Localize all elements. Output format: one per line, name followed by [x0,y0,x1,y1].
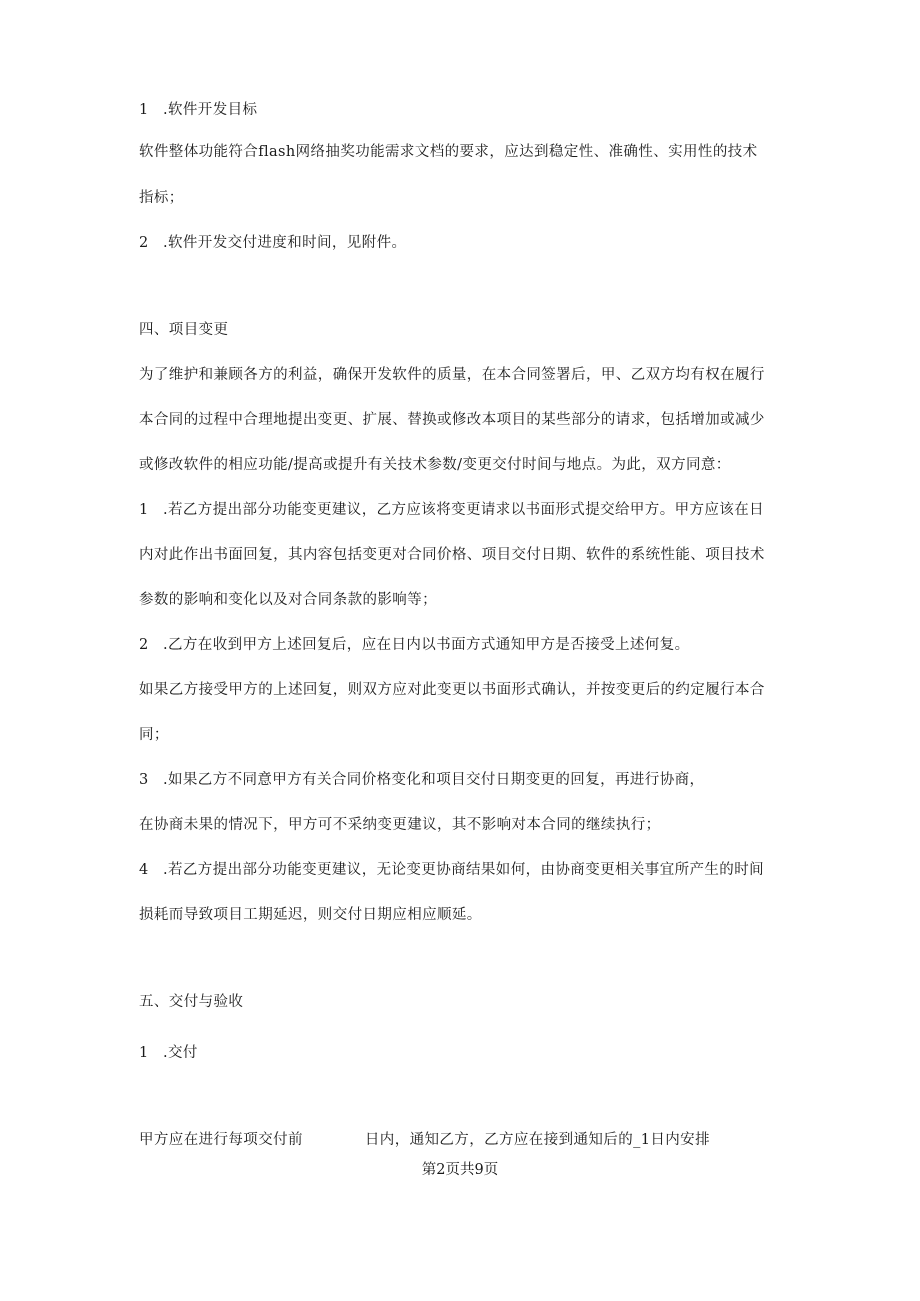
item-text: .若乙方提出部分功能变更建议，无论变更协商结果如何，由协商变更相关事宜所产生的时间 [163,862,765,878]
list-item-3 [139,770,799,790]
item-number: 1 [139,1045,149,1061]
line-text: 本合同的过程中合理地提出变更、扩展、替换或修改本项目的某些部分的请求，包括增加或减少 [139,412,765,428]
paragraph-line [139,815,799,835]
page-footer: 第2页共9页 [421,1162,499,1178]
paragraph-line [139,905,799,925]
item-text: .若乙方提出部分功能变更建议，乙方应该将变更请求以书面形式提交给甲方。甲方应该在日 [163,502,765,518]
line-text: 参数的影响和变化以及对合同条款的影响等； [139,592,437,608]
section-item-1 [139,100,799,120]
paragraph-line [139,1130,799,1150]
list-item-delivery [139,1043,799,1063]
list-item-4 [139,860,799,880]
line-text: 在协商未果的情况下，甲方可不采纳变更建议，其不影响对本合同的继续执行； [139,817,661,833]
item-number: 1 [139,102,149,118]
line-text: 内对此作出书面回复，其内容包括变更对合同价格、项目交付日期、软件的系统性能、项目技术 [139,547,765,563]
item-text: .软件开发目标 [163,102,258,118]
paragraph-line [139,365,799,385]
line-text: 为了维护和兼顾各方的利益，确保开发软件的质量，在本合同签署后，甲、乙双方均有权在履行 [139,367,765,383]
paragraph-line [139,725,799,745]
section-heading-5 [139,992,799,1012]
heading-text: 四、项目变更 [139,322,229,338]
item-number: 4 [139,862,149,878]
section-item-2 [139,233,799,253]
item-text: .如果乙方不同意甲方有关合同价格变化和项目交付日期变更的回复，再进行协商， [163,772,705,788]
item-number: 2 [139,637,149,653]
item-number: 3 [139,772,149,788]
paragraph-line [139,410,799,430]
heading-text: 五、交付与验收 [139,994,244,1010]
paragraph-line [139,455,799,475]
line-text: 指标； [139,190,184,206]
line-text-left: 甲方应在进行每项交付前 [139,1132,303,1148]
item-number: 2 [139,235,149,251]
item-number: 1 [139,502,149,518]
line-text: 软件整体功能符合flash网络抽奖功能需求文档的要求，应达到稳定性、准确性、实用性的技术 [139,144,758,160]
list-item-1 [139,500,799,520]
section-heading-4 [139,320,799,340]
line-text: 如果乙方接受甲方的上述回复，则双方应对此变更以书面形式确认，并按变更后的约定履行本合 [139,682,765,698]
paragraph-line [139,680,799,700]
item-text: .乙方在收到甲方上述回复后，应在日内以书面方式通知甲方是否接受上述何复。 [163,637,690,653]
line-text: 或修改软件的相应功能/提高或提升有关技术参数/变更交付时间与地点。为此，双方同意： [139,457,731,473]
paragraph-line [139,545,799,565]
paragraph-line [139,142,799,162]
line-text: 同； [139,727,169,743]
item-text: .软件开发交付进度和时间，见附件。 [163,235,407,251]
paragraph-line [139,188,799,208]
paragraph-line [139,590,799,610]
item-text: .交付 [163,1045,198,1061]
line-text: 损耗而导致项目工期延迟，则交付日期应相应顺延。 [139,907,482,923]
list-item-2 [139,635,799,655]
line-text-right: 日内，通知乙方，乙方应在接到通知后的_1日内安排 [364,1132,710,1148]
